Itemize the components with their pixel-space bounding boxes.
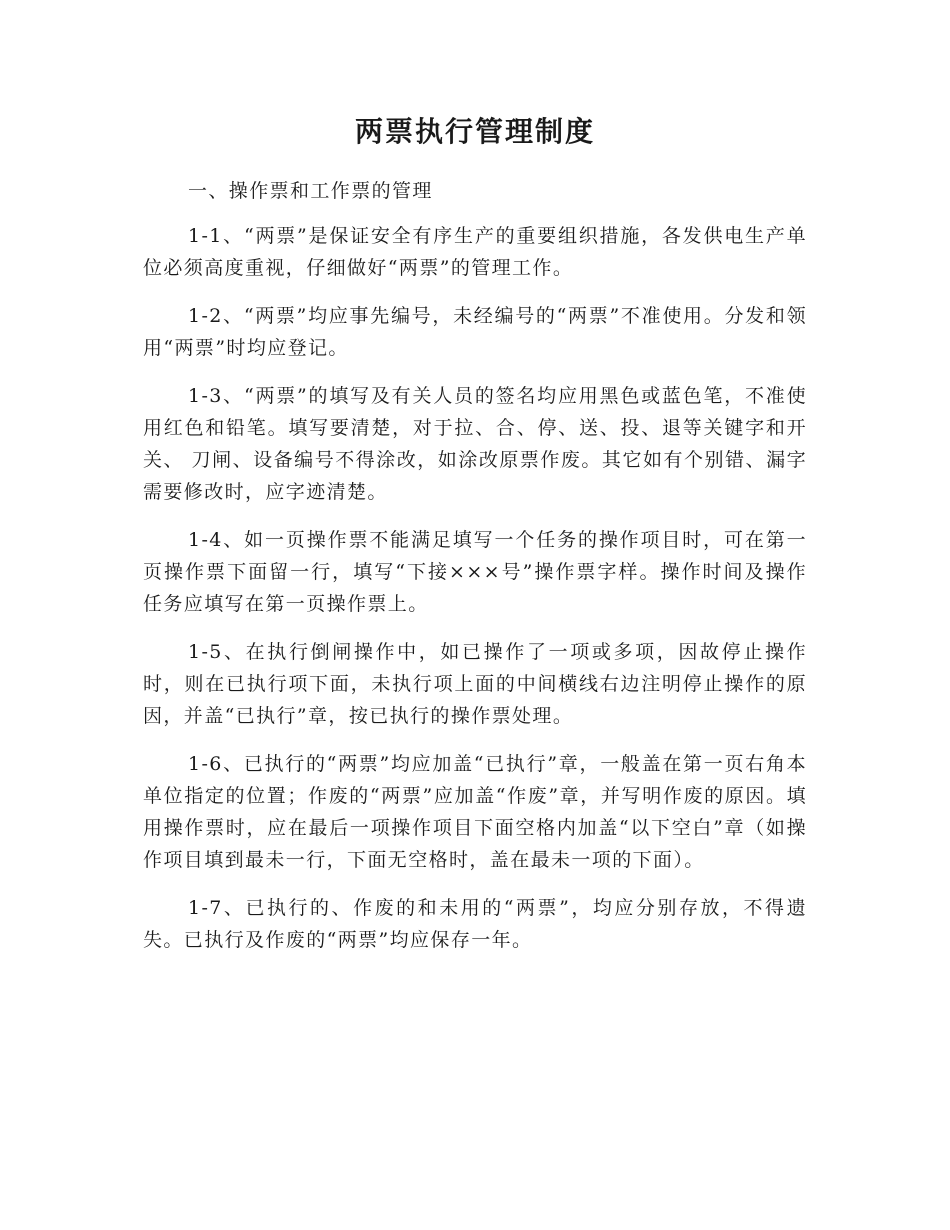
paragraph-1-7: 1-7、已执行的、作废的和未用的“两票”，均应分别存放，不得遗失。已执行及作废的“两票”均应保存一年。 <box>143 897 807 951</box>
paragraph-1-6: 1-6、已执行的“两票”均应加盖“已执行”章，一般盖在第一页右角本单位指定的位置；作废的“两票”应加盖“作废”章，并写明作废的原因。填用操作票时，应在最后一项操作项目下面空格内加盖“以下空白”章（如操作项目填到最未一行，下面无空格时，盖在最未一项的下面）。 <box>143 753 807 871</box>
paragraph-1-3: 1-3、“两票”的填写及有关人员的签名均应用黑色或蓝色笔，不准使用红色和铅笔。填写要清楚，对于拉、合、停、送、投、退等关键字和开关、 刀闸、设备编号不得涂改，如涂改原票作废。其它如有个别错、漏字需要修改时，应字迹清楚。 <box>143 385 807 503</box>
paragraph-1-4: 1-4、如一页操作票不能满足填写一个任务的操作项目时，可在第一页操作票下面留一行，填写“下接×××号”操作票字样。操作时间及操作任务应填写在第一页操作票上。 <box>143 529 807 615</box>
paragraph-1-2: 1-2、“两票”均应事先编号，未经编号的“两票”不准使用。分发和领用“两票”时均应登记。 <box>143 305 807 359</box>
paragraph-1-5: 1-5、在执行倒闸操作中，如已操作了一项或多项，因故停止操作时，则在已执行项下面，未执行项上面的中间横线右边注明停止操作的原因，并盖“已执行”章，按已执行的操作票处理。 <box>143 641 807 727</box>
section-heading: 一、操作票和工作票的管理 <box>188 180 433 202</box>
paragraph-1-1: 1-1、“两票”是保证安全有序生产的重要组织措施，各发供电生产单位必须高度重视，仔细做好“两票”的管理工作。 <box>143 225 807 279</box>
document-title: 两票执行管理制度 <box>354 115 595 148</box>
